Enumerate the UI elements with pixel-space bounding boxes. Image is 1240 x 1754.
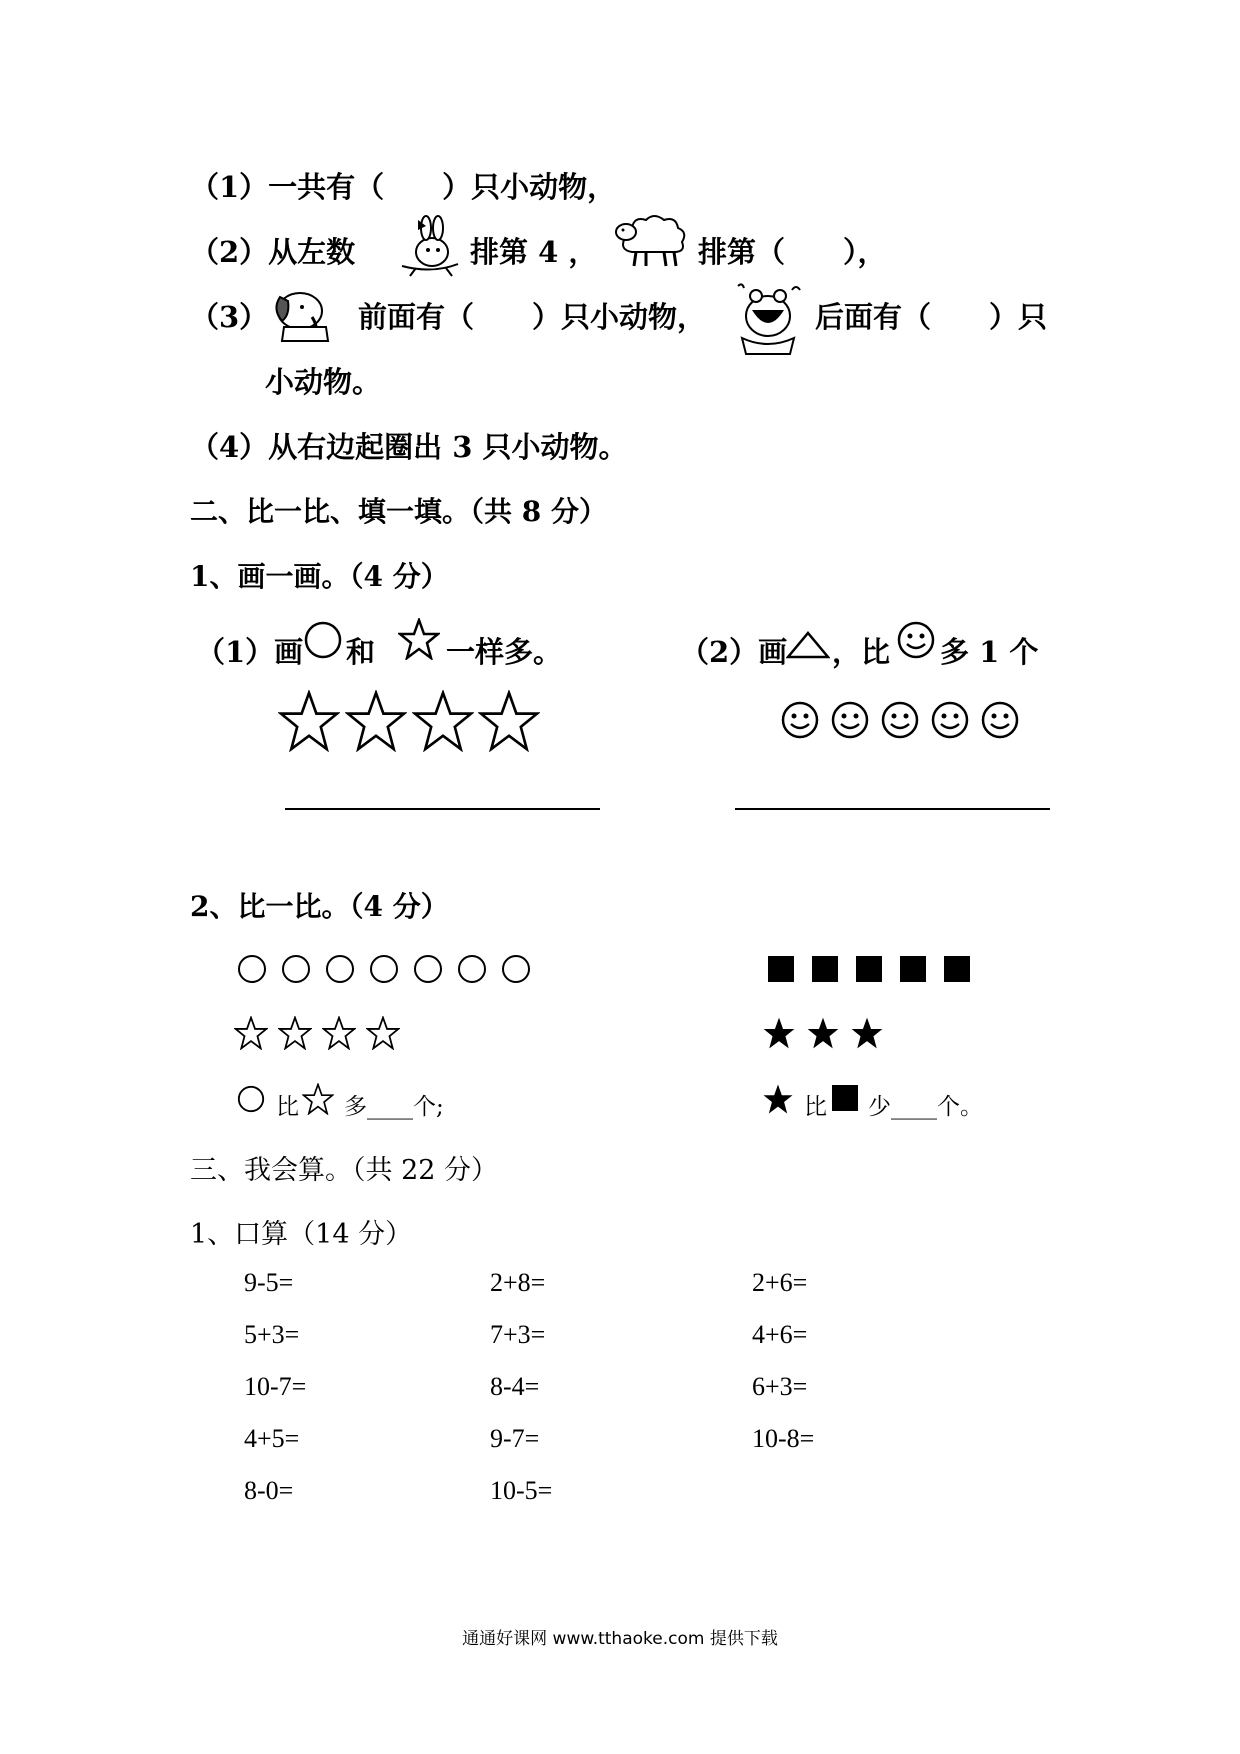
section-3-title: 三、我会算。（共 22 分）	[190, 1155, 499, 1186]
question-2-rank: 排第 4 ，	[470, 235, 598, 269]
circle-icon	[500, 953, 532, 985]
star-icon	[322, 1016, 356, 1050]
question-3-back: 后面有（ ）只	[815, 300, 1048, 334]
hollow-star-row	[234, 1016, 414, 1050]
star-icon	[278, 690, 340, 752]
star-icon	[762, 1016, 796, 1050]
square-icon	[812, 956, 838, 982]
star-icon	[345, 690, 407, 752]
calc-item: 6+3=	[752, 1372, 808, 1401]
circle-icon	[368, 953, 400, 985]
circle-icon	[280, 953, 312, 985]
circle-icon	[236, 953, 268, 985]
smile-icon	[830, 700, 870, 740]
filled-star-row	[762, 1016, 902, 1050]
draw-1-and: 和	[346, 635, 376, 669]
page-footer: 通通好课网 www.tthaoke.com 提供下载	[462, 1629, 778, 1649]
smile-icon	[980, 700, 1020, 740]
question-3-prefix: （3）	[190, 300, 269, 334]
elephant-icon	[270, 287, 336, 345]
circle-icon	[456, 953, 488, 985]
question-2-prefix: （2）从左数	[190, 235, 356, 269]
calc-item: 2+6=	[752, 1268, 808, 1297]
answer-line-1[interactable]	[285, 808, 600, 810]
calc-item: 7+3=	[490, 1320, 546, 1349]
question-3-cont: 小动物。	[265, 365, 382, 399]
calc-item: 10-8=	[752, 1424, 815, 1453]
calc-item: 9-5=	[244, 1268, 294, 1297]
square-row	[768, 956, 988, 984]
star-icon	[478, 690, 540, 752]
question-4: （4）从右边起圈出 3 只小动物。	[190, 430, 628, 464]
calc-item: 4+6=	[752, 1320, 808, 1349]
sheep-icon	[612, 210, 692, 272]
rabbit-icon	[392, 212, 466, 278]
answer-line-2[interactable]	[735, 808, 1050, 810]
frog-icon	[732, 280, 802, 360]
circle-row	[236, 953, 536, 987]
calc-item: 10-7=	[244, 1372, 307, 1401]
smile-icon	[896, 620, 936, 660]
draw-2-suffix: 多 1 个	[940, 635, 1039, 669]
calc-item: 9-7=	[490, 1424, 540, 1453]
question-3-front: 前面有（ ）只小动物，	[358, 300, 707, 334]
star-icon	[302, 1083, 334, 1115]
calc-item: 8-4=	[490, 1372, 540, 1401]
calc-item: 5+3=	[244, 1320, 300, 1349]
circle-icon	[324, 953, 356, 985]
question-1: （1）一共有（ ）只小动物，	[190, 170, 617, 204]
star-icon	[412, 690, 474, 752]
draw-1-prefix: （1）画	[196, 635, 304, 669]
section-2-title: 二、比一比、填一填。（共 8 分）	[190, 495, 607, 528]
section-3-sub1: 1、口算（14 分）	[190, 1219, 413, 1250]
star-icon	[762, 1083, 794, 1115]
calc-item: 2+8=	[490, 1268, 546, 1297]
square-icon	[900, 956, 926, 982]
star-icon	[278, 1016, 312, 1050]
square-icon	[856, 956, 882, 982]
star-icon	[850, 1016, 884, 1050]
compare-2-answer[interactable]: 少____个。	[868, 1094, 983, 1120]
star-icon	[234, 1016, 268, 1050]
calc-item: 4+5=	[244, 1424, 300, 1453]
question-2-answer: 排第（ ），	[698, 235, 887, 269]
smile-row	[780, 700, 1040, 745]
calc-item: 10-5=	[490, 1476, 553, 1505]
star-row	[278, 690, 538, 755]
triangle-icon	[786, 630, 830, 660]
compare-1-answer[interactable]: 多____个;	[344, 1094, 444, 1120]
star-icon	[398, 618, 440, 660]
square-icon	[944, 956, 970, 982]
circle-icon	[236, 1084, 266, 1114]
compare-1-than: 比	[276, 1094, 299, 1120]
circle-icon	[303, 620, 343, 660]
section-2-sub2: 2、比一比。（4 分）	[190, 890, 449, 923]
draw-1-suffix: 一样多。	[446, 635, 563, 669]
smile-icon	[880, 700, 920, 740]
circle-icon	[412, 953, 444, 985]
calc-item: 8-0=	[244, 1476, 294, 1505]
star-icon	[806, 1016, 840, 1050]
square-icon	[832, 1085, 858, 1111]
section-2-sub1: 1、画一画。（4 分）	[190, 560, 449, 593]
star-icon	[366, 1016, 400, 1050]
compare-2-than: 比	[804, 1094, 827, 1120]
smile-icon	[780, 700, 820, 740]
draw-2-prefix: （2）画	[680, 635, 788, 669]
smile-icon	[930, 700, 970, 740]
square-icon	[768, 956, 794, 982]
draw-2-than: ，比	[832, 635, 891, 669]
